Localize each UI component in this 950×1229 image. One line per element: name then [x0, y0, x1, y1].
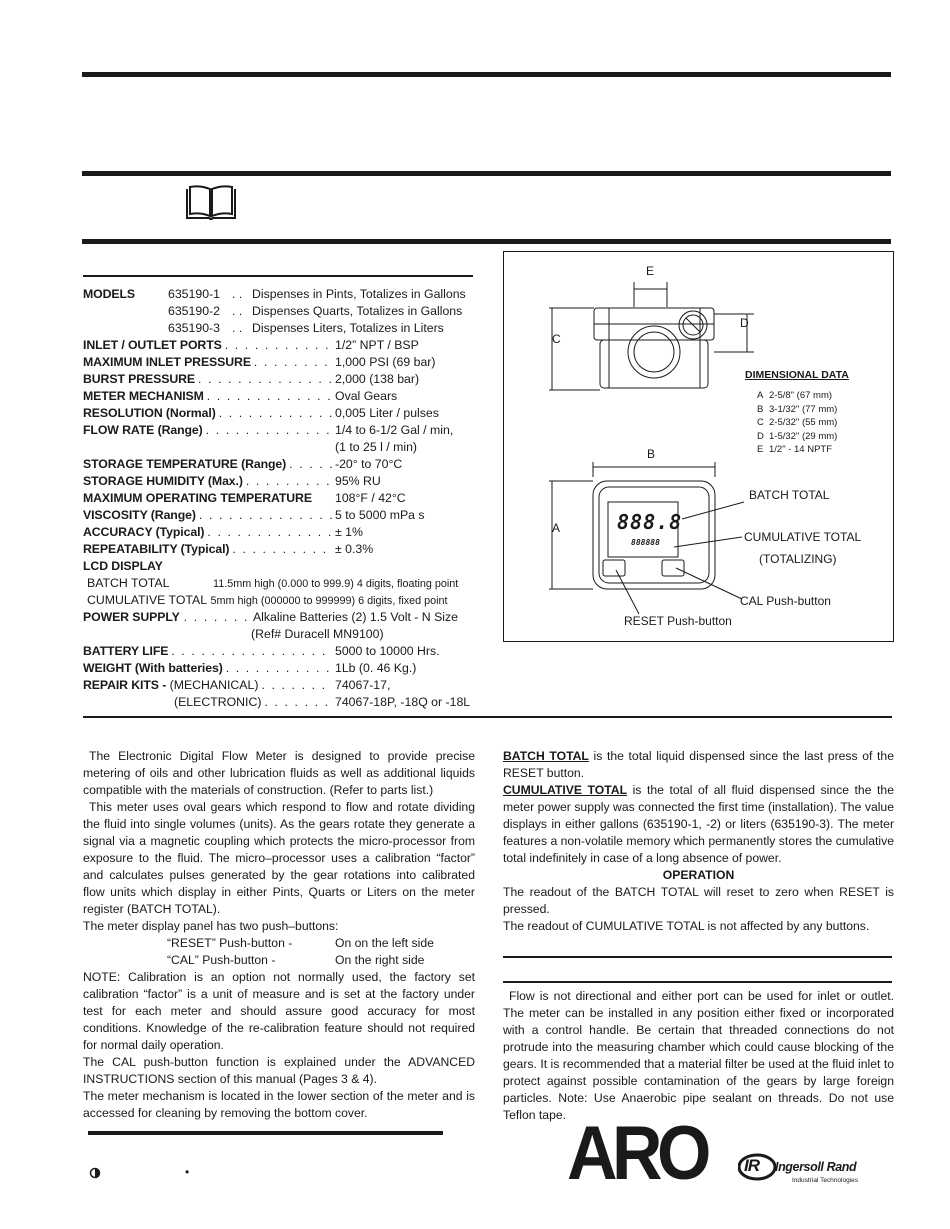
label-c: C — [552, 332, 561, 346]
repair-kits-label: REPAIR KITS - — [83, 678, 167, 692]
spec-value: 5000 to 10000 Hrs. — [335, 644, 440, 658]
spec-label: WEIGHT (With batteries) — [83, 661, 223, 675]
batch-total-callout: BATCH TOTAL — [749, 488, 830, 502]
operation-heading: OPERATION — [662, 868, 735, 882]
spec-value: 1/2” NPT / BSP — [335, 338, 419, 352]
model-desc: Dispenses Liters, Totalizes in Liters — [252, 321, 444, 335]
footer-rule — [88, 1131, 443, 1135]
spec-label: MAXIMUM OPERATING TEMPERATURE — [83, 491, 312, 505]
spec-top-rule — [83, 275, 473, 277]
label-d: D — [740, 316, 749, 330]
reset-item: “RESET” Push-button - — [167, 936, 293, 950]
paragraph: The meter display panel has two push–buttons: — [83, 919, 339, 933]
spec-bottom-rule — [83, 716, 892, 718]
dim-row: B 3-1/32" (77 mm) — [757, 403, 838, 415]
spec-value: 1Lb (0. 46 Kg.) — [335, 661, 417, 675]
top-rule — [82, 72, 891, 77]
spec-value: -20° to 70°C — [335, 457, 403, 471]
dim-row: A 2-5/8" (67 mm) — [757, 390, 833, 401]
batch-total-label: BATCH TOTAL — [87, 576, 170, 590]
third-rule — [82, 239, 891, 244]
cumulative-paragraph: CUMULATIVE TOTAL is the total of all fluid dispensed since the the meter power supply was connected the first time (installation). The value displays in either gallons (635190-1, -2) or liters (635190-3). The meter features a non-volatile memory which permanently stores the cumulative total indefinitely in case of a long absence of power. — [503, 783, 894, 865]
batch-total-desc: 11.5mm high (0.000 to 999.9) 4 digits, floating point — [213, 578, 459, 590]
second-rule — [82, 171, 891, 176]
paragraph: This meter uses oval gears which respond to flow and rotate dividing the fluid into single volumes (units). As the gears rotate they generate a signal via a magnetic coupling which protects the micro-processor from exposure to the fluid. The micro–processor uses a calibration “factor” and calculates pulses generated by the gear rotations into calibrated flow units which display in either Pints, Quarts or Liters on the meter register (BATCH TOTAL). — [83, 800, 475, 916]
cumulative-total-callout: CUMULATIVE TOTAL — [744, 530, 862, 544]
lcd-batch-digits: 888.8 — [617, 510, 683, 534]
spec-value: 2,000 (138 bar) — [335, 372, 420, 386]
spec-label: STORAGE TEMPERATURE (Range) — [83, 457, 287, 471]
spec-label: REPEATABILITY (Typical) — [83, 542, 230, 556]
spec-value: Oval Gears — [335, 389, 398, 403]
spec-value: ± 0.3% — [335, 542, 374, 556]
spec-label: BATTERY LIFE — [83, 644, 169, 658]
spec-label: MAXIMUM INLET PRESSURE — [83, 355, 251, 369]
spec-label: METER MECHANISM — [83, 389, 204, 403]
reset-pos: On on the left side — [335, 936, 434, 950]
label-e: E — [646, 264, 655, 278]
spec-value: 1,000 PSI (69 bar) — [335, 355, 436, 369]
paragraph: NOTE: Calibration is an option not normally used, the factory set calibration “factor” is a unit of measure and is set at the factory under test for each meter and should assure good accuracy for most conditions. Knowledge of the re-calibration feature should not required for normal daily operation. — [83, 970, 475, 1052]
ir-sub: Industrial Technologies — [792, 1177, 859, 1184]
spec-label: RESOLUTION (Normal) — [83, 406, 216, 420]
spec-value: 74067-17, — [335, 678, 391, 692]
lcd-display-label: LCD DISPLAY — [83, 559, 163, 573]
installation-text — [503, 988, 894, 1124]
paragraph: Flow is not directional and either port can be used for inlet or outlet. The meter can be installed in any position either fixed or incorporated with a control handle. Be certain that threaded connections do not protrude into the measuring chamber which could cause blocking of the gears. It is recommended that a material filter be used at the fluid inlet to protect against possible contamination of the gears by large foreign particles. Note: Use Anaerobic pipe sealant on threads. Do not use Teflon tape. — [503, 989, 894, 1122]
dim-row: C 2-5/32" (55 mm) — [757, 417, 838, 428]
spec-value: 5 to 5000 mPa s — [335, 508, 425, 522]
spec-label: FLOW RATE (Range) — [83, 423, 203, 437]
cumulative-desc: 5mm high (000000 to 999999) 6 digits, fixed point — [210, 595, 448, 607]
dim-row: E 1/2" - 14 NPTF — [757, 444, 833, 455]
cal-pos: On the right side — [335, 953, 425, 967]
spec-value: 108°F / 42°C — [335, 491, 406, 505]
paragraph: The readout of CUMULATIVE TOTAL is not affected by any buttons. — [503, 919, 870, 933]
model-number: 635190-2 — [168, 304, 220, 318]
dimension-diagram — [503, 251, 894, 642]
install-second-rule — [503, 981, 892, 983]
spec-label: STORAGE HUMIDITY (Max.) — [83, 474, 243, 488]
spec-value: 95% RU — [335, 474, 381, 488]
repair-mech: (MECHANICAL) — [169, 678, 259, 692]
batch-total-paragraph: BATCH TOTAL is the total liquid dispensed since the last press of the RESET button. — [503, 749, 894, 780]
model-number: 635190-1 — [168, 287, 220, 301]
totals-text — [503, 748, 894, 935]
power-ref: (Ref# Duracell MN9100) — [251, 627, 384, 641]
cumulative-head: CUMULATIVE TOTAL — [503, 783, 628, 797]
spec-value: ± 1% — [335, 525, 363, 539]
spec-value: 0,005 Liter / pulses — [335, 406, 439, 420]
read-manual-icon — [185, 185, 237, 226]
specifications: MODELS 635190-1 . . Dispenses in Pints, Totalizes in Gallons 635190-2 . . Dispenses Quarts, Totalizes in Gallons 635190-3 . . Dispenses Liters, Totalizes in Liters INLET / OUTLET PORTS . . . 1/2” NPT / BSP MAXIMUM INLET PRESSURE . . . 1,000 PSI (69 bar) BURST PRESSURE . . . 2,000 (138 bar) METER MECHANISM . . . Oval Gears RESOLUTION (Normal) . . . 0,005 Liter / pulses FLOW RATE (Range) . . . 1/4 to 6-1/2 Gal / min, (1 to 25 l / min) STORAGE TEMPERATURE (Range) . . . -20° to 70°C STORAGE HUMIDITY (Max.) . . . 95% RU MAXIMUM OPERATING TEMPERATURE 108°F / 42°C VISCOSITY (Range) . . . 5 to 5000 mPa s ACCURACY (Typical) . . . ± 1% REPEATABILITY (Typical) . . . ± 0.3% LCD DISPLAY BATCH TOTAL 11.5mm high (0.000 to 999.9) 4 digits, floating point CUMULATIVE TOTAL 5mm high (000000 to 999999) 6 digits, fixed point POWER SUPPLY . . . . . . . Alkaline Batteries (2) 1.5 Volt - N Size (Ref# Duracell MN9100) BATTERY LIFE . . . 5000 to 10000 Hrs. WEIGHT (With batteries) . . . 1Lb (0. 46 Kg.) REPAIR KITS - (MECHANICAL) . . . 74067-17, (ELECTRONIC) . . . 74067-18P, -18Q or -18L — [83, 286, 475, 716]
power-supply-value: Alkaline Batteries (2) 1.5 Volt - N Size — [252, 610, 459, 624]
install-top-rule — [503, 956, 892, 958]
ingersoll-rand-logo — [738, 1153, 776, 1186]
footer-bullet: • — [185, 1165, 190, 1179]
spec-value: (1 to 25 l / min) — [335, 440, 418, 454]
model-desc: Dispenses in Pints, Totalizes in Gallons — [252, 287, 466, 301]
totalizing-callout: (TOTALIZING) — [759, 552, 837, 566]
dim-row: D 1-5/32" (29 mm) — [757, 430, 838, 442]
reset-button-callout: RESET Push-button — [624, 614, 732, 628]
spec-label: ACCURACY (Typical) — [83, 525, 205, 539]
description-text — [83, 748, 475, 1122]
batch-total-head: BATCH TOTAL — [503, 749, 589, 763]
dimensional-data-title: DIMENSIONAL DATA — [745, 369, 849, 381]
lcd-cumulative-digits: 888888 — [631, 538, 660, 547]
spec-label: BURST PRESSURE — [83, 372, 196, 386]
paragraph: The Electronic Digital Flow Meter is designed to provide precise metering of oils and other lubrication fluids as well as additional liquids compatible with the materials of construction. (Refer to parts list.) — [83, 749, 475, 797]
cal-item: “CAL” Push-button - — [167, 953, 276, 967]
spec-value: 1/4 to 6-1/2 Gal / min, — [335, 423, 454, 437]
model-desc: Dispenses Quarts, Totalizes in Gallons — [252, 304, 463, 318]
models-label: MODELS — [83, 287, 136, 301]
model-number: 635190-3 — [168, 321, 220, 335]
ir-mark: IR — [744, 1156, 759, 1175]
label-b: B — [647, 447, 656, 461]
spec-value: 74067-18P, -18Q or -18L — [335, 695, 471, 709]
repair-elec: (ELECTRONIC) — [174, 695, 262, 709]
paragraph: The readout of the BATCH TOTAL will reset to zero when RESET is pressed. — [503, 885, 894, 916]
paragraph: The meter mechanism is located in the lower section of the meter and is accessed for cleaning by removing the bottom cover. — [83, 1089, 475, 1120]
footer-mark-icon — [89, 1166, 101, 1184]
cal-button-callout: CAL Push-button — [740, 594, 831, 608]
spec-label: INLET / OUTLET PORTS — [83, 338, 222, 352]
power-supply-label: POWER SUPPLY — [83, 610, 180, 624]
spec-label: VISCOSITY (Range) — [83, 508, 196, 522]
paragraph: The CAL push-button function is explained under the ADVANCED INSTRUCTIONS section of this manual (Pages 3 & 4). — [83, 1055, 475, 1086]
aro-logo: ARO — [567, 1111, 706, 1196]
label-a: A — [552, 521, 561, 535]
ir-name: Ingersoll Rand — [775, 1160, 857, 1174]
cumulative-label: CUMULATIVE TOTAL — [87, 593, 208, 607]
